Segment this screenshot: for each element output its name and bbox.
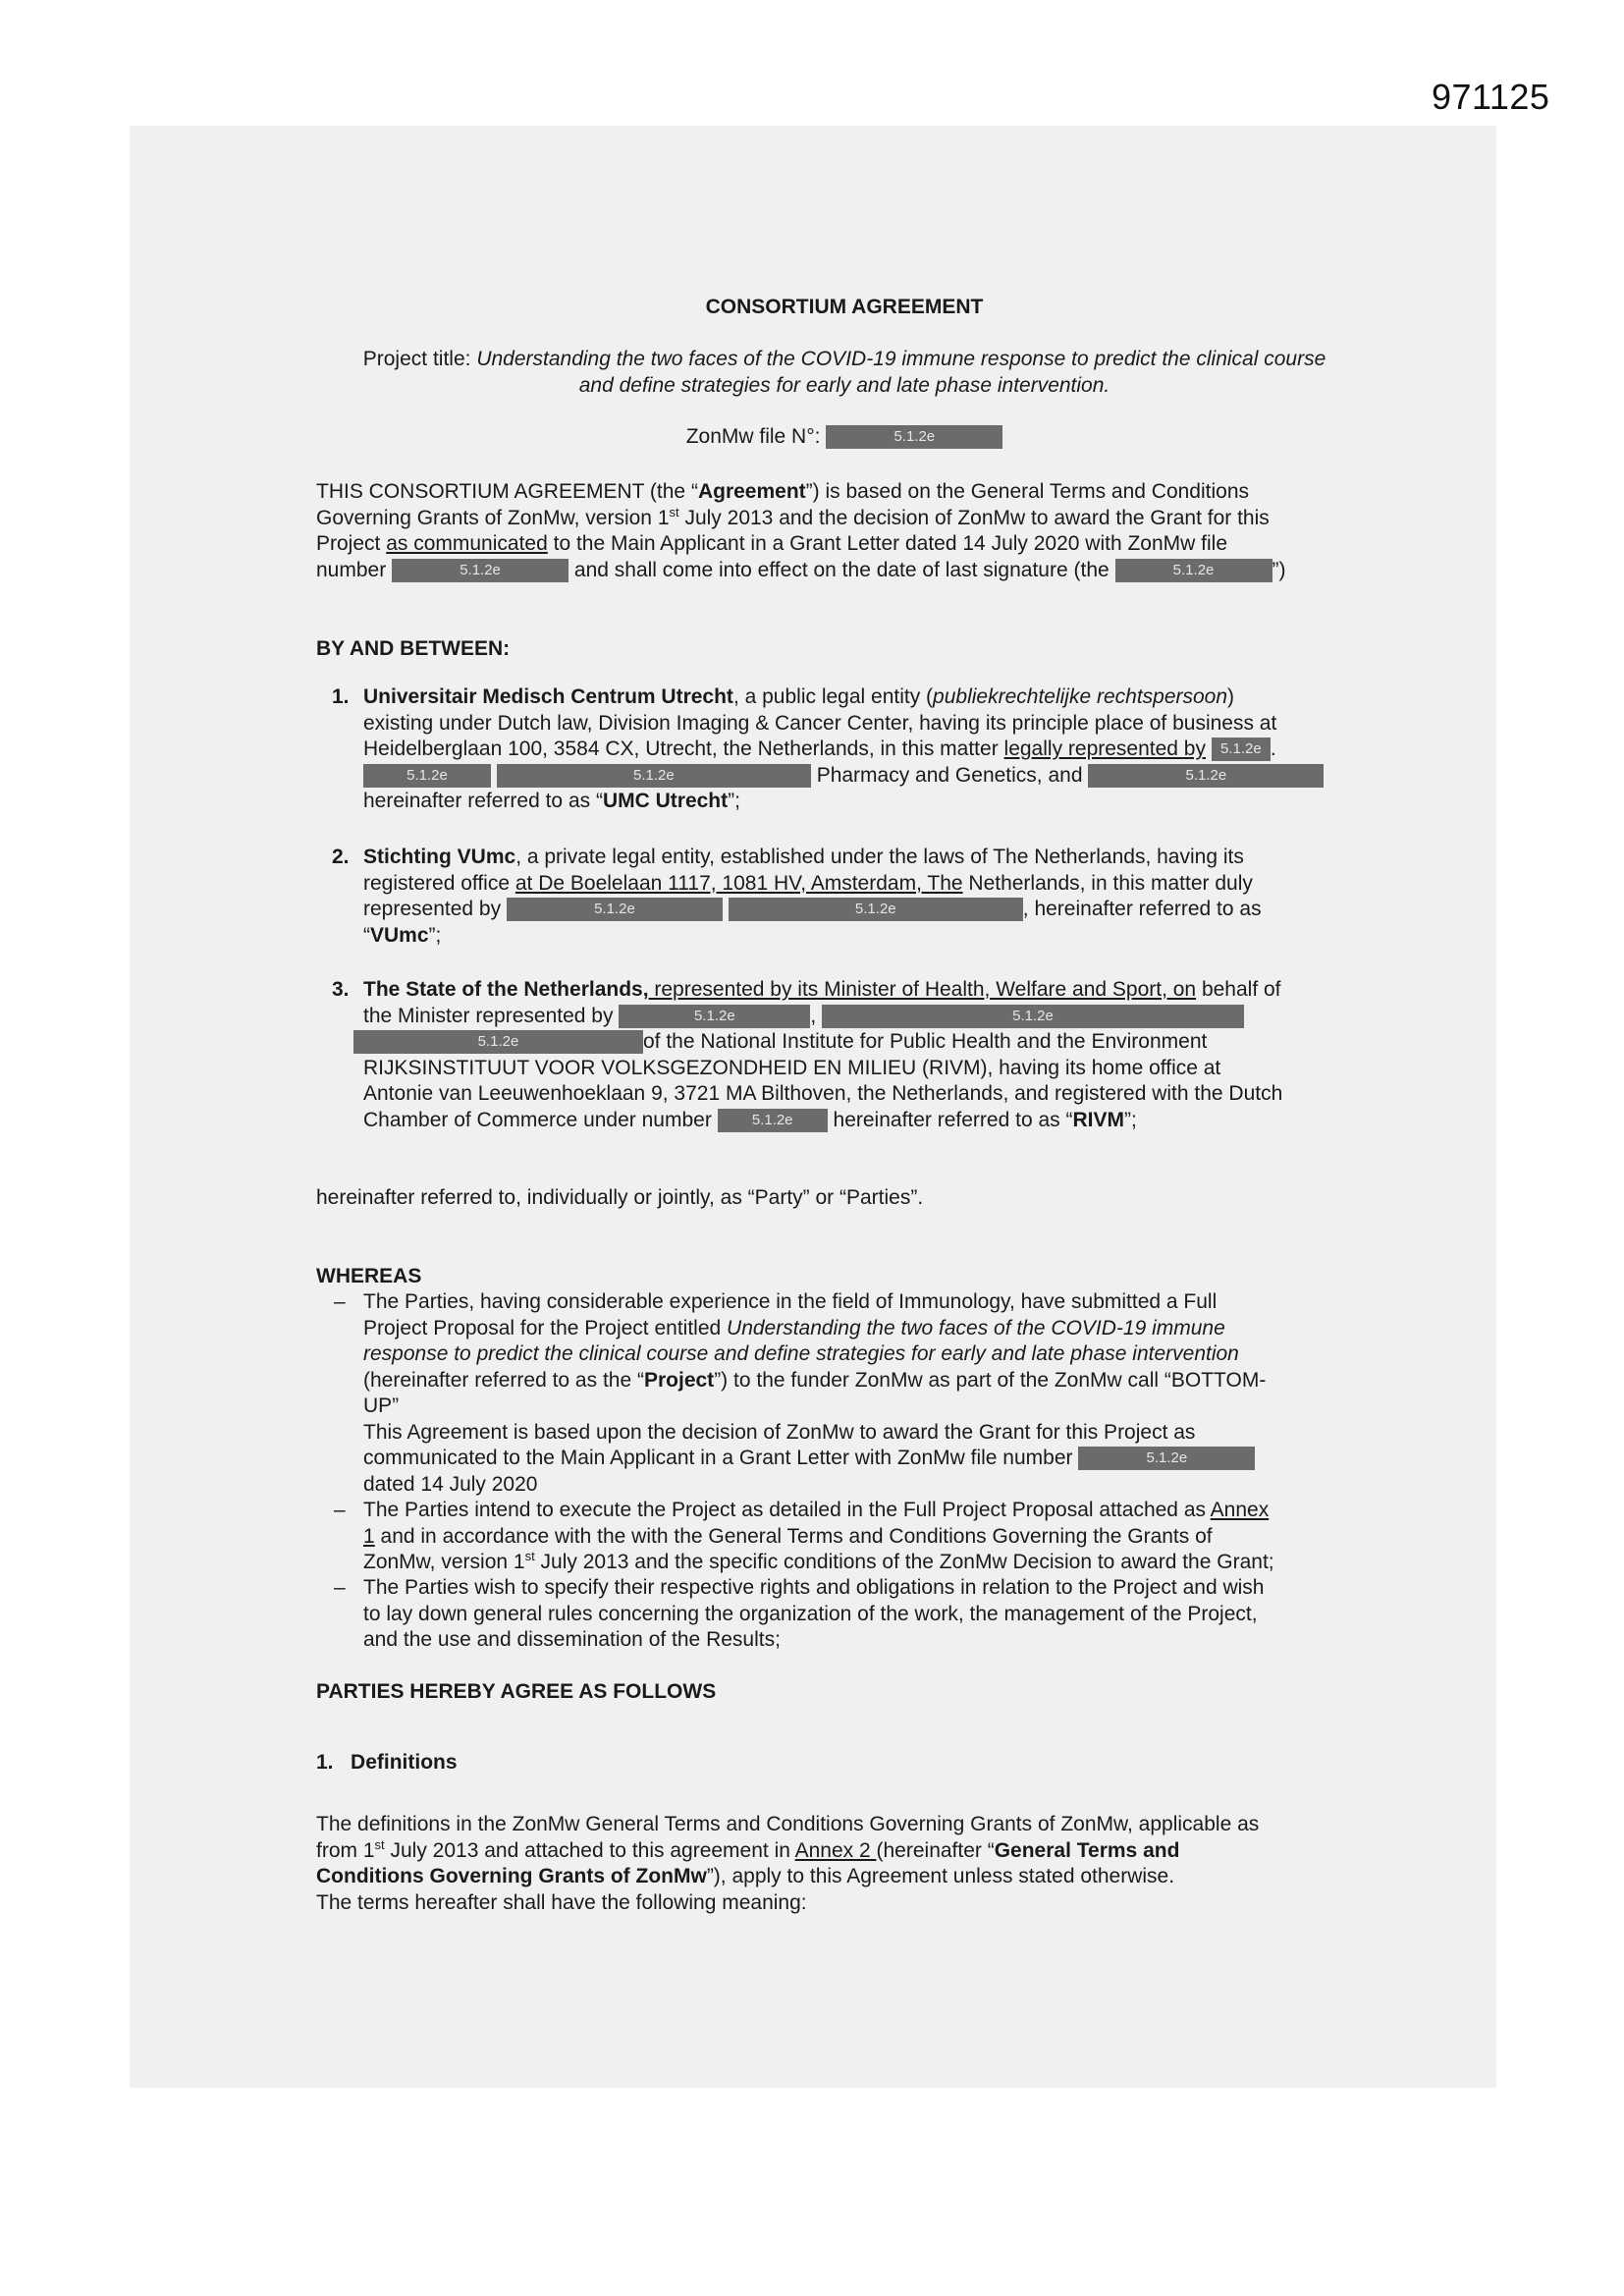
definitions-paragraph: The definitions in the ZonMw General Terms and Conditions Governing Grants of ZonMw, applicable as from 1st July 2013 and attached to this agreement in Annex 2 (hereinafter “General Terms and Conditions Governing Grants of ZonMw”), apply to this Agreement unless stated otherwise. The terms hereafter shall have the following meaning: bbox=[316, 1813, 1260, 1914]
party-3: 3. The State of the Netherlands, represented by its Minister of Health, Welfare and Sport, on behalf of the Minister represented by 5.1.2e , 5.1.2e 5.1.2e of the National Institute for Public Health and the Environment RIJKSINSTITUUT VOOR VOLKSGEZONDHEID EN MILIEU (RIVM), having its home office at Antonie van Leeuwenhoeklaan 9, 3721 MA Bilthoven, the Netherlands, and registered with the Dutch Chamber of Commerce under number 5.1.2e hereinafter referred to as “RIVM”; bbox=[332, 978, 1283, 1131]
section-1-heading: 1. Definitions bbox=[316, 1751, 458, 1774]
zonmw-file-number: ZonMw file N°: 5.1.2e bbox=[314, 424, 1375, 451]
redaction-box: 5.1.2e bbox=[392, 559, 568, 582]
party-2: 2. Stichting VUmc, a private legal entity, established under the laws of The Netherlands, having its registered office at De Boelelaan 1117, 1081 HV, Amsterdam, The Netherlands, in this matter duly represented by 5.1.2e 5.1.2e , hereinafter referred to as “VUmc”; bbox=[332, 846, 1262, 947]
redaction-box: 5.1.2e bbox=[1212, 738, 1271, 761]
redaction-box: 5.1.2e bbox=[718, 1109, 828, 1132]
parties-definition: hereinafter referred to, individually or jointly, as “Party” or “Parties”. bbox=[316, 1186, 924, 1209]
redaction-box: 5.1.2e bbox=[497, 764, 811, 788]
agreement-heading: PARTIES HEREBY AGREE AS FOLLOWS bbox=[316, 1680, 717, 1703]
document-title: CONSORTIUM AGREEMENT bbox=[705, 296, 984, 318]
redaction-box: 5.1.2e bbox=[1115, 559, 1272, 582]
redaction-box: 5.1.2e bbox=[1088, 764, 1324, 788]
redaction-box: 5.1.2e bbox=[826, 425, 1002, 449]
intro-paragraph: THIS CONSORTIUM AGREEMENT (the “Agreement”) is based on the General Terms and Conditions Governing Grants of ZonMw, version 1st July 2013 and the decision of ZonMw to award the Grant for this Project as communicated to the Main Applicant in a Grant Letter dated 14 July 2020 with ZonMw file number 5.1.2e and shall come into effect on the date of last signature (the 5.1.2e ”) bbox=[316, 480, 1286, 581]
page-number: 971125 bbox=[1432, 77, 1550, 117]
redaction-box: 5.1.2e bbox=[1078, 1447, 1255, 1470]
project-title: Project title: Understanding the two faces of the COVID-19 immune response to predict the clinical course and define strategies for early and late phase intervention. bbox=[362, 348, 1326, 397]
redaction-box: 5.1.2e bbox=[822, 1005, 1244, 1028]
redaction-box: 5.1.2e bbox=[507, 898, 723, 921]
redaction-box: 5.1.2e bbox=[353, 1030, 643, 1054]
whereas-heading: WHEREAS bbox=[316, 1265, 422, 1287]
redaction-box: 5.1.2e bbox=[729, 898, 1023, 921]
whereas-bullet-3: – The Parties wish to specify their respective rights and obligations in relation to the Project and wish to lay down general rules concerning the organization of the work, the management of the Project, and the use and dissemination of the Results; bbox=[334, 1576, 1265, 1651]
whereas-bullet-1: – The Parties, having considerable experience in the field of Immunology, have submitted a Full Project Proposal for the Project entitled Understanding the two faces of the COVID-19 immune response to predict the clinical course and define strategies for early and late phase intervention (hereinafter referred to as the “Project”) to the funder ZonMw as part of the ZonMw call “BOTTOM- UP” This Agreement is based upon the decision of ZonMw to award the Grant for this Project as communicated to the Main Applicant in a Grant Letter with ZonMw file number 5.1.2e dated 14 July 2020 bbox=[334, 1290, 1267, 1496]
by-and-between-heading: BY AND BETWEEN: bbox=[316, 637, 511, 660]
party-1: 1. Universitair Medisch Centrum Utrecht, a public legal entity (publiekrechtelijke rechtspersoon) existing under Dutch law, Division Imaging & Cancer Center, having its principle place of business at Heidelberglaan 100, 3584 CX, Utrecht, the Netherlands, in this matter legally represented by 5.1.2e . 5.1.2e 5.1.2e Pharmacy and Genetics, and 5.1.2e hereinafter referred to as “UMC Utrecht”; bbox=[363, 684, 1386, 815]
redaction-box: 5.1.2e bbox=[363, 764, 491, 788]
whereas-bullet-2: – The Parties intend to execute the Project as detailed in the Full Project Proposal attached as Annex 1 and in accordance with the with the General Terms and Conditions Governing the Grants of ZonMw, version 1st July 2013 and the specific conditions of the ZonMw Decision to award the Grant; bbox=[334, 1499, 1274, 1573]
redaction-box: 5.1.2e bbox=[619, 1005, 810, 1028]
